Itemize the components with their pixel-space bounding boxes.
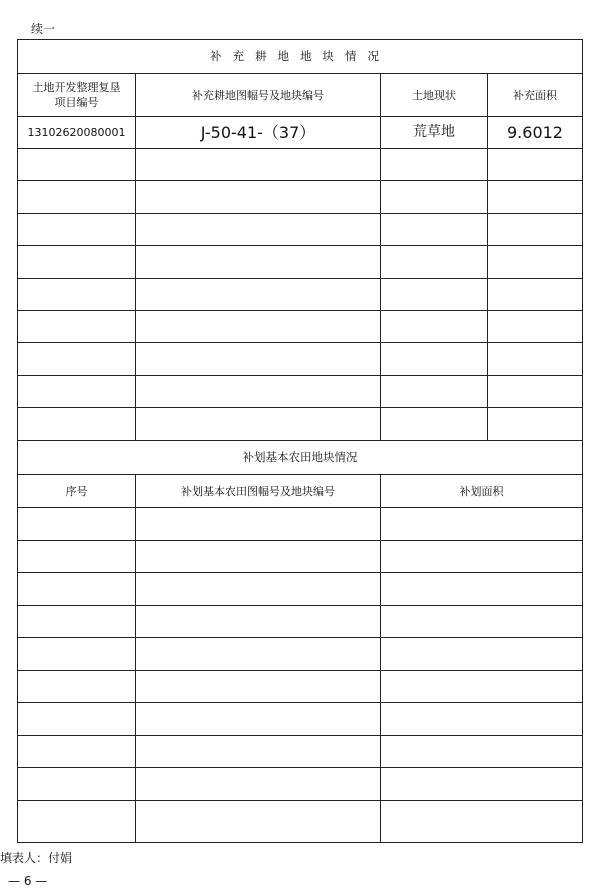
supplementary-farmland-table	[17, 39, 583, 441]
empty-row	[18, 670, 583, 703]
header-map-no: 补充耕地图幅号及地块编号	[136, 74, 381, 117]
empty-row	[18, 573, 583, 606]
empty-row	[18, 278, 583, 310]
area-cell: 9.6012	[488, 117, 583, 149]
header-basic-area: 补划面积	[381, 475, 583, 508]
empty-row	[18, 735, 583, 768]
empty-row	[18, 703, 583, 736]
empty-row	[18, 508, 583, 541]
header-basic-map-no: 补划基本农田图幅号及地块编号	[136, 475, 381, 508]
land-status-cell: 荒草地	[381, 117, 488, 149]
empty-row	[18, 800, 583, 842]
basic-farmland-table	[17, 440, 583, 843]
continuation-label: 续一	[31, 22, 56, 36]
project-no-cell: 13102620080001	[18, 117, 136, 149]
map-no-cell: J-50-41-（37）	[136, 117, 381, 149]
empty-row	[18, 149, 583, 181]
section1-title: 补充耕地地块情况	[18, 40, 583, 74]
empty-row	[18, 540, 583, 573]
header-seq-no: 序号	[18, 475, 136, 508]
section2-title: 补划基本农田地块情况	[18, 441, 583, 475]
empty-row	[18, 605, 583, 638]
empty-row	[18, 310, 583, 342]
header-area: 补充面积	[488, 74, 583, 117]
page-number: — 6 —	[8, 874, 48, 888]
empty-row	[18, 768, 583, 801]
empty-row	[18, 343, 583, 375]
empty-row	[18, 408, 583, 440]
table-row	[18, 117, 583, 149]
empty-row	[18, 246, 583, 278]
header-project-no: 土地开发整理复垦 项目编号	[18, 74, 136, 117]
empty-row	[18, 638, 583, 671]
header-land-status: 土地现状	[381, 74, 488, 117]
filler-name: 填表人：付娟	[0, 851, 73, 865]
empty-row	[18, 213, 583, 245]
empty-row	[18, 181, 583, 213]
empty-row	[18, 375, 583, 407]
